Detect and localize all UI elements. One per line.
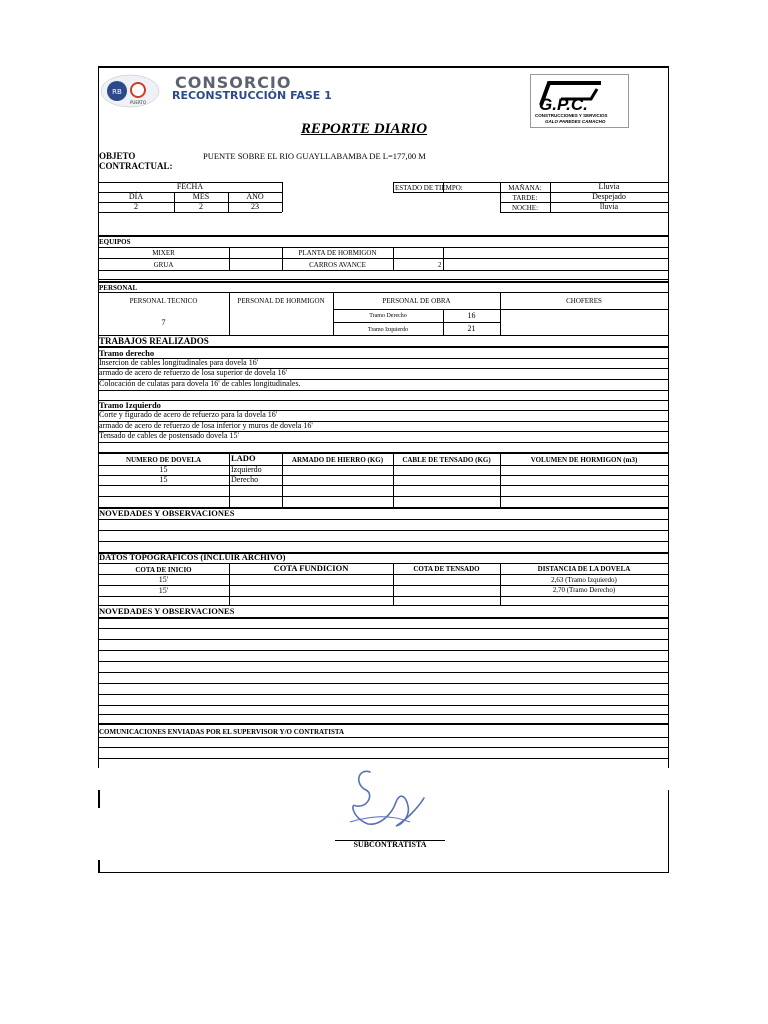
manana-value: Lluvia <box>598 182 620 191</box>
dovela-numero-header: NUMERO DE DOVELA <box>125 456 202 464</box>
consorcio-logo <box>100 74 160 108</box>
dovela-armado-header: ARMADO DE HIERRO (KG) <box>291 456 384 464</box>
trabajo-izq-2: armado de acero de refuerzo de losa inferior y muros de dovela 16' <box>99 421 313 430</box>
topo-row-2-distancia: 2,70 (Tramo Derecho) <box>552 586 616 594</box>
novedades-label-2: NOVEDADES Y OBSERVACIONES <box>99 606 235 616</box>
dovela-row-1-lado: Izquierdo <box>231 465 262 474</box>
trabajos-label: TRABAJOS REALIZADOS <box>99 336 209 346</box>
tarde-label: TARDE: <box>512 194 538 202</box>
gpc-subtitle-1: CONSTRUCCIONES Y SERVICIOS <box>535 113 608 118</box>
gpc-logo-text: G.P.C. <box>539 95 588 114</box>
frame-right <box>668 66 669 768</box>
mes-label: MES <box>192 192 210 201</box>
ano-value: 23 <box>251 202 259 211</box>
novedades-label-1: NOVEDADES Y OBSERVACIONES <box>99 508 235 518</box>
gpc-logo <box>530 74 629 128</box>
dovela-row-1-numero: 15 <box>159 465 168 474</box>
topo-row-1-inicio: 15' <box>158 575 169 584</box>
handwritten-signature <box>340 762 430 840</box>
manana-label: MAÑANA: <box>508 184 542 192</box>
personal-tecnico-label: PERSONAL TECNICO <box>129 297 198 305</box>
planta-label: PLANTA DE HORMIGON <box>298 249 377 257</box>
personal-tecnico-value: 7 <box>161 318 166 327</box>
noche-label: NOCHE: <box>511 204 539 212</box>
trabajo-der-3: Colocación de culatas para dovela 16' de cables longitudinales. <box>99 379 301 388</box>
trabajo-der-1: Insercion de cables longitudinales para dovela 16' <box>99 358 259 367</box>
carros-label: CARROS AVANCE <box>309 261 366 269</box>
tramo-izquierdo-value: 21 <box>467 324 476 333</box>
dia-value: 2 <box>134 202 138 211</box>
distancia-dovela-header: DISTANCIA DE LA DOVELA <box>537 565 631 573</box>
dovela-lado-header: LADO <box>231 453 256 463</box>
signature-frame-left-2 <box>98 860 100 872</box>
svg-text:PUERTO: PUERTO <box>130 100 146 105</box>
frame-top <box>98 66 669 68</box>
tramo-izquierdo-label: Tramo Izquierdo <box>367 327 409 333</box>
noche-value: lluvia <box>599 202 619 211</box>
dovela-row-2-lado: Derecho <box>231 475 259 484</box>
signature-frame-left <box>98 790 100 808</box>
trabajo-izq-3: Tensado de cables de postensado dovela 15' <box>99 431 239 440</box>
personal-obra-label: PERSONAL DE OBRA <box>382 297 451 305</box>
signature-frame-right <box>668 790 669 872</box>
personal-label: PERSONAL <box>99 284 138 292</box>
trabajo-der-2: armado de acero de refuerzo de losa superior de dovela 16' <box>99 368 288 377</box>
cota-inicio-header: COTA DE INICIO <box>135 566 192 574</box>
tramo-derecho-value: 16 <box>467 311 476 320</box>
personal-hormigon-label: PERSONAL DE HORMIGON <box>237 297 325 305</box>
dovela-cable-header: CABLE DE TENSADO (KG) <box>402 456 491 464</box>
topo-row-1-distancia: 2,63 (Tramo Izquierdo) <box>551 576 617 584</box>
cota-tensado-header: COTA DE TENSADO <box>413 565 480 573</box>
dovela-row-2-numero: 15 <box>159 475 168 484</box>
contractual-label: CONTRACTUAL: <box>99 161 173 171</box>
subcontratista-label: SUBCONTRATISTA <box>353 840 427 849</box>
choferes-label: CHOFERES <box>566 297 602 305</box>
tarde-value: Despejado <box>592 192 626 201</box>
grua-label: GRUA <box>153 261 174 269</box>
cota-fundicion-header: COTA FUNDICION <box>273 563 349 573</box>
mes-value: 2 <box>199 202 203 211</box>
company-name-bottom: RECONSTRUCCIÓN FASE 1 <box>172 89 332 102</box>
dovela-volumen-header: VOLUMEN DE HORMIGON (m3) <box>530 456 638 464</box>
page-title: REPORTE DIARIO <box>300 121 428 137</box>
svg-text:RB: RB <box>112 88 122 96</box>
topo-row-2-inicio: 15' <box>158 586 169 595</box>
tramo-derecho-heading: Tramo derecho <box>99 348 155 358</box>
fecha-label: FECHA <box>176 182 204 191</box>
company-name-top: CONSORCIO <box>175 73 292 92</box>
estado-tiempo-label: ESTADO DE TIEMPO: <box>395 184 463 192</box>
objeto-label: OBJETO <box>99 151 136 161</box>
tramo-izquierdo-heading: Tramo Izquierdo <box>99 400 161 410</box>
mixer-label: MIXER <box>152 249 175 257</box>
gpc-subtitle-2: GALO PAREDES CAMACHO <box>545 119 606 124</box>
comunicaciones-label: COMUNICACIONES ENVIADAS POR EL SUPERVISOR Y/O CONTRATISTA <box>99 728 345 736</box>
dia-label: DÍA <box>128 192 144 201</box>
topograficos-label: DATOS TOPOGRAFICOS (INCLUIR ARCHIVO) <box>99 552 286 562</box>
objeto-value: PUENTE SOBRE EL RIO GUAYLLABAMBA DE L=177,00 M <box>203 151 426 161</box>
tramo-derecho-label: Tramo Derecho <box>369 313 407 319</box>
signature-frame-bottom <box>98 872 669 873</box>
trabajo-izq-1: Corte y figurado de acero de refuerzo para la dovela 16' <box>99 410 278 419</box>
equipos-label: EQUIPOS <box>99 238 131 246</box>
ano-label: AÑO <box>246 192 264 201</box>
carros-value: 2 <box>438 261 442 269</box>
